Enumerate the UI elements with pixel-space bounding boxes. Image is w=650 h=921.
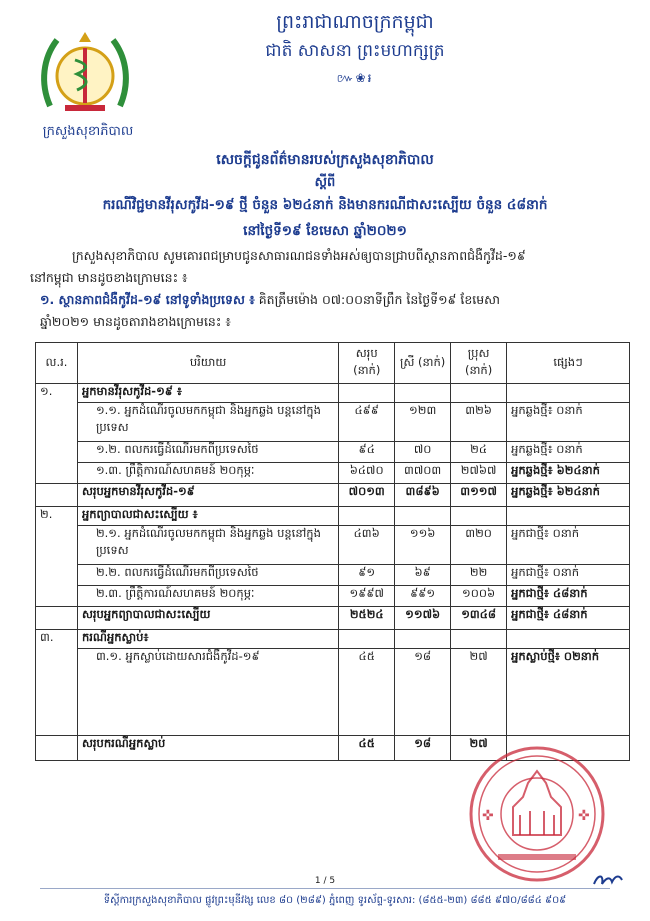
table-row — [36, 649, 630, 736]
sum-description: សរុបអ្នកព្យាបាលជាសះស្បើយ — [77, 607, 338, 630]
sum-total: ៧០១៣ — [339, 484, 395, 507]
document-date: នៅថ្ងៃទី១៩ ខែមេសា ឆ្នាំ២០២១ — [243, 223, 407, 239]
table-row — [36, 463, 630, 484]
table-row — [36, 630, 630, 649]
table-row — [36, 526, 630, 565]
row-description: ២.២. ពលករធ្វើដំណើរមកពីប្រទេសថៃ — [77, 565, 338, 586]
ministry-logo-icon — [35, 28, 135, 120]
sum-female: ៣៨៩៦ — [395, 484, 451, 507]
sum-description: សរុបអ្នកមានវីរុសកូវីដ-១៩ — [77, 484, 338, 507]
row-male: ២៤ — [451, 442, 507, 463]
row-other: អ្នកជាថ្មី៖ ០នាក់ — [507, 526, 630, 565]
sum-male: ១៣៤៨ — [451, 607, 507, 630]
sum-male: ៣១១៧ — [451, 484, 507, 507]
ministry-name: ក្រសួងសុខាភិបាល — [42, 124, 134, 139]
table-header-row — [36, 343, 630, 384]
row-male: ១០០៦ — [451, 586, 507, 607]
row-female: ៩៩១ — [395, 586, 451, 607]
intro-text-continued: នៅកម្ពុជា មានដូចខាងក្រោមនេះ ៖ — [30, 270, 188, 285]
row-female: ៧០ — [395, 442, 451, 463]
row-total: ៤៣៦ — [339, 526, 395, 565]
row-male: ២២ — [451, 565, 507, 586]
sum-description: សរុបករណីអ្នកស្លាប់ — [77, 736, 338, 761]
header-no: ល.រ. — [36, 343, 78, 384]
section-1-text-continued: ឆ្នាំ២០២១ មានដូចតារាងខាងក្រោមនេះ ៖ — [40, 314, 231, 329]
page-number: 1 / 5 — [314, 876, 336, 886]
table-sum-row — [36, 607, 630, 630]
group-title: ករណីអ្នកស្លាប់៖ — [77, 630, 338, 649]
covid-stats-table — [35, 342, 630, 761]
header-female: ស្រី (នាក់) — [395, 343, 451, 384]
section-1-text: គិតត្រឹមម៉ោង ០៧:០០នាទីព្រឹក នៃថ្ងៃទី១៩ ខែមេសា — [258, 292, 501, 307]
header-other: ផ្សេងៗ — [507, 343, 630, 384]
row-female: ១១៦ — [395, 526, 451, 565]
group-number: ២. — [36, 507, 78, 607]
group-title: អ្នកមានវីរុសកូវីដ-១៩ ៖ — [77, 384, 338, 403]
row-description: ១.១. អ្នកដំណើរចូលមកកម្ពុជា និងអ្នកឆ្លង បន្តនៅក្នុងប្រទេស — [77, 403, 338, 442]
document-title: សេចក្តីជូនព័ត៌មានរបស់ក្រសួងសុខាភិបាល — [216, 152, 434, 168]
document-subject: ករណីវិជ្ជមានវីរុសកូវីដ-១៩ ថ្មី ចំនួន ៦២៤នាក់ និងមានករណីជាសះស្បើយ ចំនួន ៤៨នាក់ — [102, 197, 548, 213]
table-sum-row — [36, 484, 630, 507]
row-description: ១.៣. ព្រឹត្តិការណ៍សហគមន៍ ២០កុម្ភៈ — [77, 463, 338, 484]
row-description: ២.៣. ព្រឹត្តិការណ៍សហគមន៍ ២០កុម្ភៈ — [77, 586, 338, 607]
document-subject-label: ស្តីពី — [314, 175, 336, 190]
table-row — [36, 403, 630, 442]
sum-other: អ្នកឆ្លងថ្មី៖ ៦២៤នាក់ — [507, 484, 630, 507]
section-1-heading — [40, 292, 635, 311]
row-total: ១៩៩៧ — [339, 586, 395, 607]
footer-address: ទីស្តីការក្រសួងសុខាភិបាល ផ្លូវព្រះមុនីវង្ស លេខ ៨០ (២៨៩) ភ្នំពេញ ទូរស័ព្ទ-ទូរសារ: (៨៥៥-២៣) ៨៨៥ ៩៧០/៨៨៤ ៩០៩ — [103, 895, 567, 906]
row-other: អ្នកជាថ្មី៖ ០នាក់ — [507, 565, 630, 586]
row-male: ៣២០ — [451, 526, 507, 565]
row-male: ២៧ — [451, 649, 507, 736]
svg-text:✜: ✜ — [578, 808, 590, 824]
row-female: ៦៩ — [395, 565, 451, 586]
row-total: ៤៥ — [339, 649, 395, 736]
table-row — [36, 384, 630, 403]
initials-signature-icon — [592, 870, 624, 890]
motto-heading: ជាតិ សាសនា ព្រះមហាក្សត្រ — [265, 41, 445, 61]
group-number: ៣. — [36, 630, 78, 736]
row-female: ៣៧០៣ — [395, 463, 451, 484]
section-1-title: ១. ស្ថានភាពជំងឺកូវីដ-១៩ នៅទូទាំងប្រទេស ៖ — [40, 292, 255, 307]
row-other: អ្នកជាថ្មី៖ ៤៨នាក់ — [507, 586, 630, 607]
row-description: ៣.១. អ្នកស្លាប់ដោយសារជំងឺកូវីដ-១៩ — [77, 649, 338, 736]
row-other: អ្នកស្លាប់ថ្មី៖ ០២នាក់ — [507, 649, 630, 736]
sum-female: ១៨ — [395, 736, 451, 761]
row-description: ១.២. ពលករធ្វើដំណើរមកពីប្រទេសថៃ — [77, 442, 338, 463]
sum-male: ២៧ — [451, 736, 507, 761]
table-row — [36, 565, 630, 586]
row-other: អ្នកឆ្លងថ្មី៖ ០នាក់ — [507, 403, 630, 442]
footer-divider — [40, 888, 610, 889]
official-stamp-icon — [468, 745, 606, 883]
row-other: អ្នកឆ្លងថ្មី៖ ០នាក់ — [507, 442, 630, 463]
row-total: ៩១ — [339, 565, 395, 586]
table-row — [36, 507, 630, 526]
sum-total: ៤៥ — [339, 736, 395, 761]
header-male: ប្រុស (នាក់) — [451, 343, 507, 384]
svg-text:✜: ✜ — [482, 808, 494, 824]
row-total: ៦៤៧០ — [339, 463, 395, 484]
row-other: អ្នកឆ្លងថ្មី៖ ៦២៤នាក់ — [507, 463, 630, 484]
intro-text: ក្រសួងសុខាភិបាល សូមគោរពជម្រាបជូនសាធារណជនទាំងអស់ឲ្យបានជ្រាបពីស្ថានភាពជំងឺកូវីដ-១៩ — [72, 248, 526, 263]
row-female: ១២៣ — [395, 403, 451, 442]
sum-total: ២៥២៤ — [339, 607, 395, 630]
kingdom-heading: ព្រះរាជាណាចក្រកម្ពុជា — [276, 11, 434, 33]
row-total: ៩៤ — [339, 442, 395, 463]
group-number: ១. — [36, 384, 78, 484]
table-row — [36, 442, 630, 463]
header-description: បរិយាយ — [77, 343, 338, 384]
row-male: ២៧៦៧ — [451, 463, 507, 484]
row-male: ៣២៦ — [451, 403, 507, 442]
group-title: អ្នកព្យាបាលជាសះស្បើយ ៖ — [77, 507, 338, 526]
row-description: ២.១. អ្នកដំណើរចូលមកកម្ពុជា និងអ្នកឆ្លង បន្តនៅក្នុងប្រទេស — [77, 526, 338, 565]
sum-female: ១១៧៦ — [395, 607, 451, 630]
row-female: ១៨ — [395, 649, 451, 736]
row-total: ៤៩៩ — [339, 403, 395, 442]
ornament: ៚❀៛ — [336, 71, 374, 85]
table-row — [36, 586, 630, 607]
header-total: សរុប (នាក់) — [339, 343, 395, 384]
sum-other: អ្នកជាថ្មី៖ ៤៨នាក់ — [507, 607, 630, 630]
